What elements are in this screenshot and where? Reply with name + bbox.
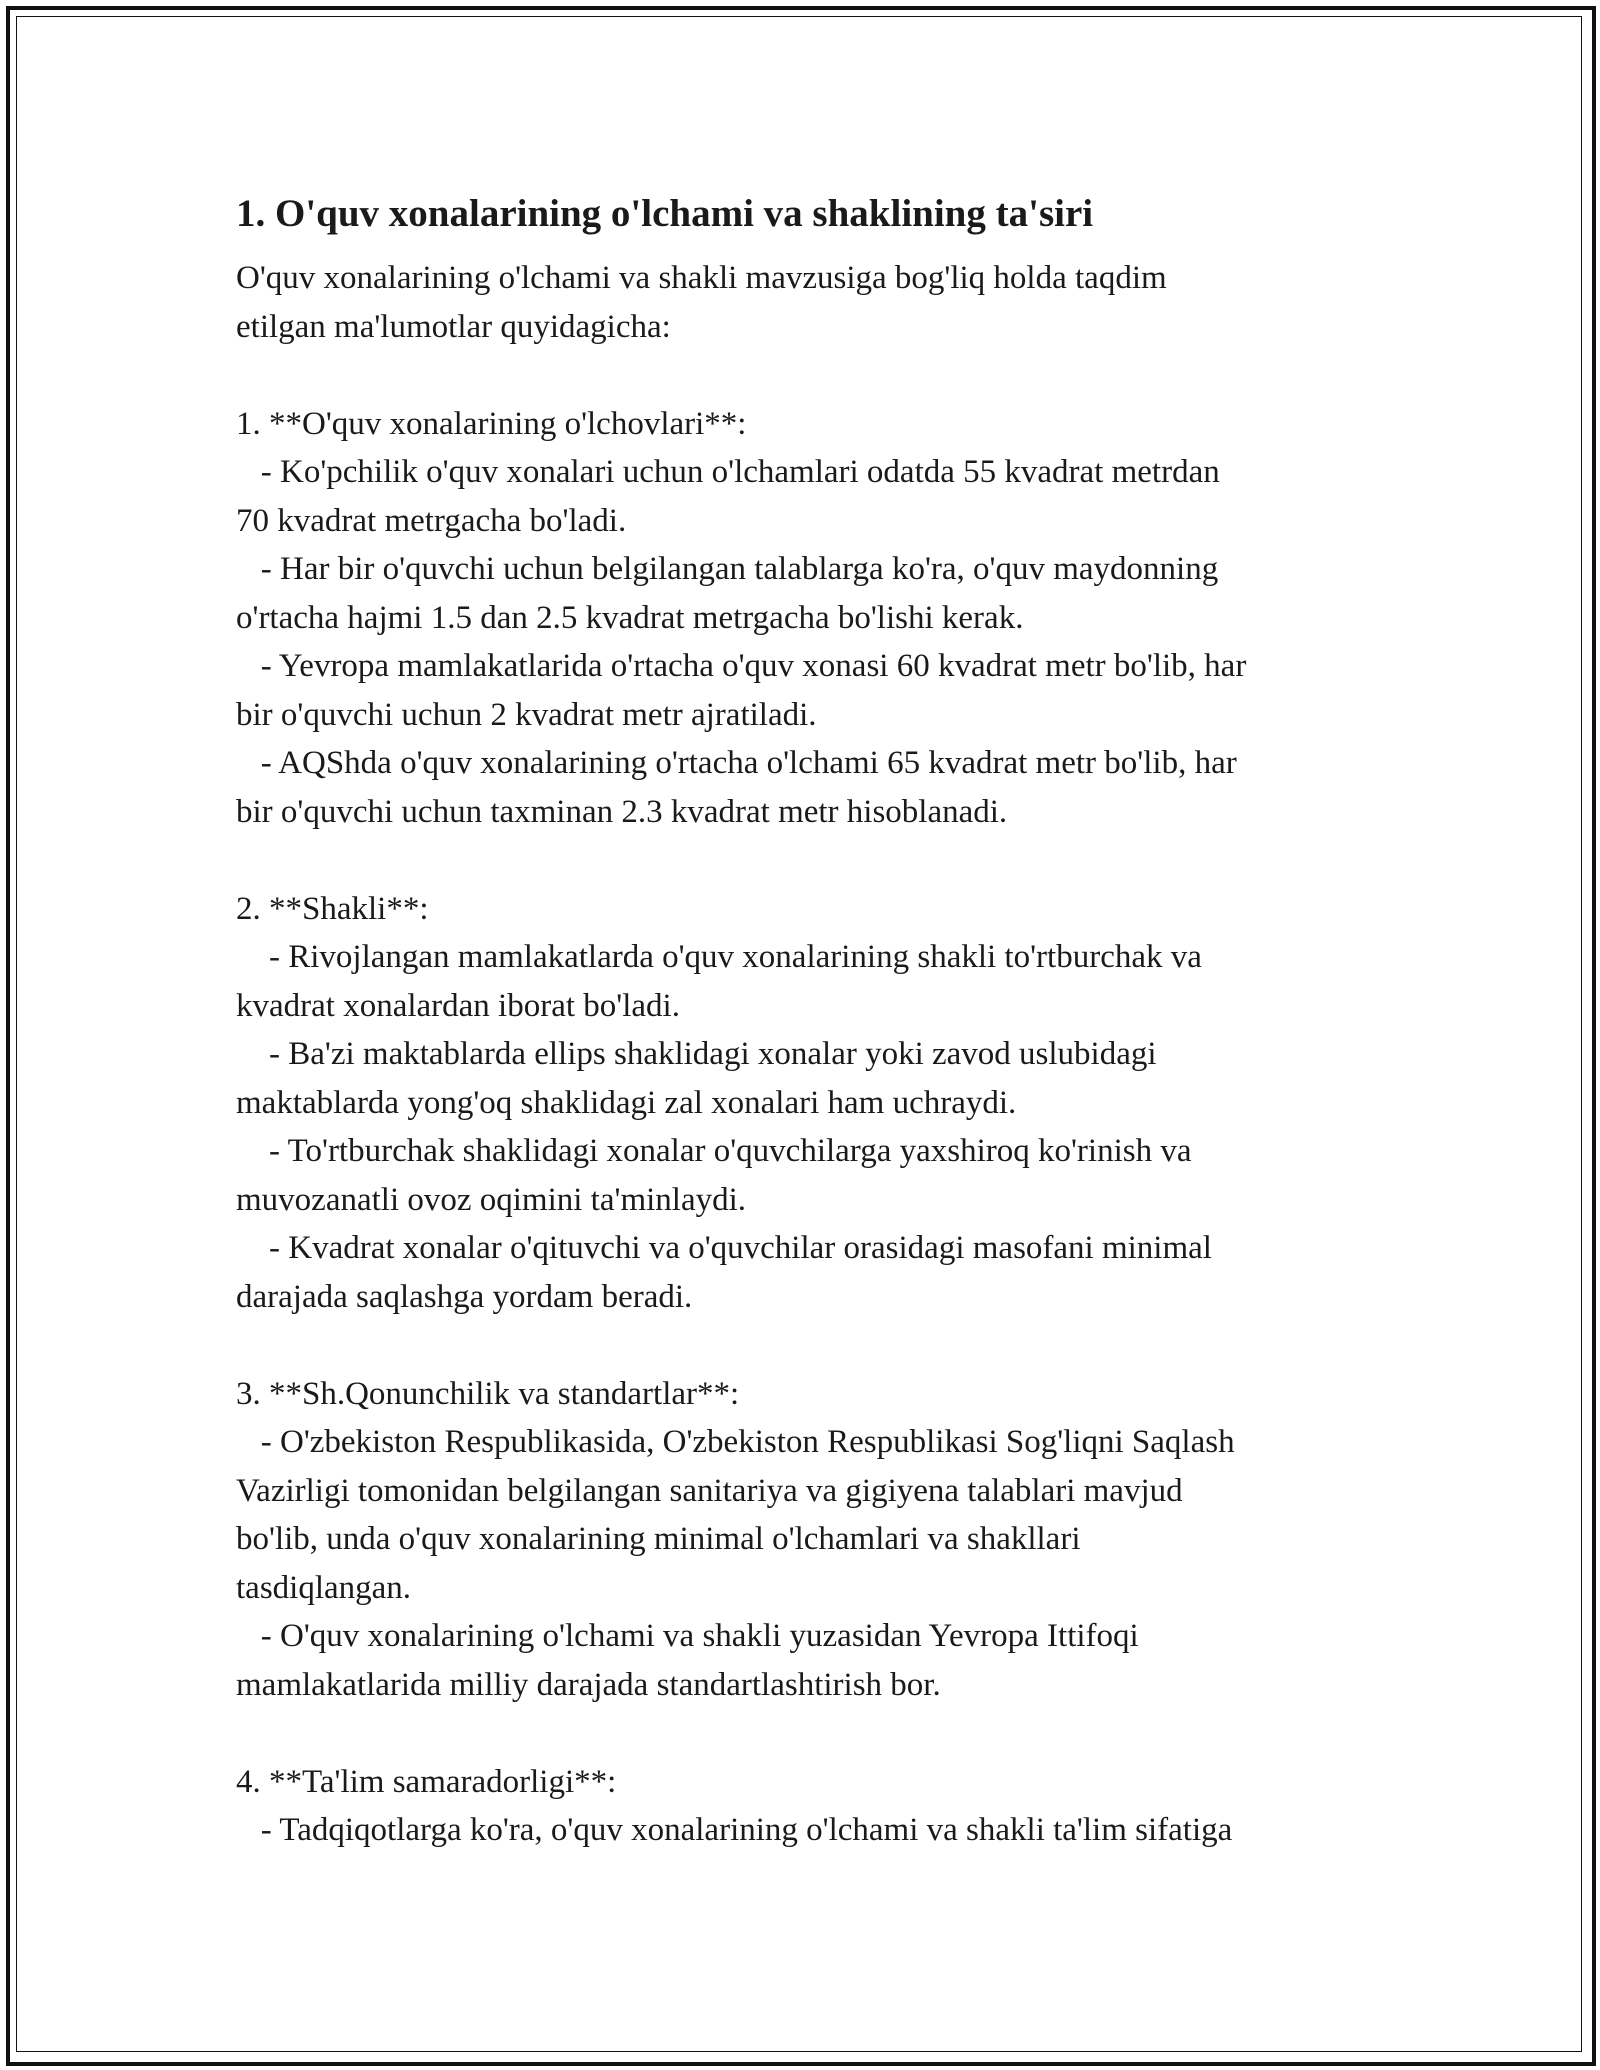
section-heading: 1. **O'quv xonalarining o'lchovlari**: <box>236 405 747 442</box>
section-line: muvozanatli ovoz oqimini ta'minlaydi. <box>236 1181 747 1218</box>
section-legislation <box>236 1370 1386 1710</box>
section-line: Vazirligi tomonidan belgilangan sanitariya va gigiyena talablari mavjud <box>236 1472 1183 1509</box>
section-line: - Tadqiqotlarga ko'ra, o'quv xonalarining o'lchami va shakli ta'lim sifatiga <box>236 1812 1233 1848</box>
section-line: - Yevropa mamlakatlarida o'rtacha o'quv xonasi 60 kvadrat metr bo'lib, har <box>236 648 1247 684</box>
section-line: mamlakatlarida milliy darajada standartlashtirish bor. <box>236 1666 941 1703</box>
section-dimensions <box>236 400 1386 837</box>
section-line: kvadrat xonalardan iborat bo'ladi. <box>236 987 680 1024</box>
section-line: o'rtacha hajmi 1.5 dan 2.5 kvadrat metrgacha bo'lishi kerak. <box>236 599 1024 636</box>
section-line: - O'zbekiston Respublikasida, O'zbekiston Respublikasi Sog'liqni Saqlash <box>236 1424 1235 1460</box>
section-line: - Kvadrat xonalar o'qituvchi va o'quvchilar orasidagi masofani minimal <box>236 1230 1212 1266</box>
section-line: - To'rtburchak shaklidagi xonalar o'quvchilarga yaxshiroq ko'rinish va <box>236 1133 1192 1169</box>
section-heading: 4. **Ta'lim samaradorligi**: <box>236 1763 617 1800</box>
section-line: maktablarda yong'oq shaklidagi zal xonalari ham uchraydi. <box>236 1084 1017 1121</box>
section-line: - Rivojlangan mamlakatlarda o'quv xonalarining shakli to'rtburchak va <box>236 939 1202 975</box>
intro-line: O'quv xonalarining o'lchami va shakli mavzusiga bog'liq holda taqdim <box>236 260 1167 296</box>
section-line: darajada saqlashga yordam beradi. <box>236 1278 693 1315</box>
section-line: bir o'quvchi uchun 2 kvadrat metr ajratiladi. <box>236 696 817 733</box>
section-line: - AQShda o'quv xonalarining o'rtacha o'lchami 65 kvadrat metr bo'lib, har <box>236 745 1237 781</box>
spacer <box>236 1321 1386 1370</box>
spacer <box>236 1709 1386 1758</box>
section-line: - O'quv xonalarining o'lchami va shakli yuzasidan Yevropa Ittifoqi <box>236 1618 1139 1654</box>
section-shape <box>236 885 1386 1322</box>
section-line: 70 kvadrat metrgacha bo'ladi. <box>236 502 627 539</box>
section-line: tasdiqlangan. <box>236 1569 412 1606</box>
section-heading: 2. **Shakli**: <box>236 890 429 927</box>
section-line: - Ko'pchilik o'quv xonalari uchun o'lchamlari odatda 55 kvadrat metrdan <box>236 454 1220 490</box>
document-body <box>236 180 1386 1855</box>
section-line: - Ba'zi maktablarda ellips shaklidagi xonalar yoki zavod uslubidagi <box>236 1036 1157 1072</box>
section-effectiveness <box>236 1758 1386 1855</box>
section-heading: 3. **Sh.Qonunchilik va standartlar**: <box>236 1375 740 1412</box>
section-line: bir o'quvchi uchun taxminan 2.3 kvadrat metr hisoblanadi. <box>236 793 1008 830</box>
document-title: 1. O'quv xonalarining o'lchami va shaklining ta'siri <box>236 192 1094 235</box>
intro-paragraph <box>236 254 1386 351</box>
intro-line: etilgan ma'lumotlar quyidagicha: <box>236 308 671 345</box>
section-line: bo'lib, unda o'quv xonalarining minimal o'lchamlari va shakllari <box>236 1521 1081 1557</box>
spacer <box>236 351 1386 400</box>
section-line: - Har bir o'quvchi uchun belgilangan talablarga ko'ra, o'quv maydonning <box>236 551 1219 587</box>
spacer <box>236 836 1386 885</box>
